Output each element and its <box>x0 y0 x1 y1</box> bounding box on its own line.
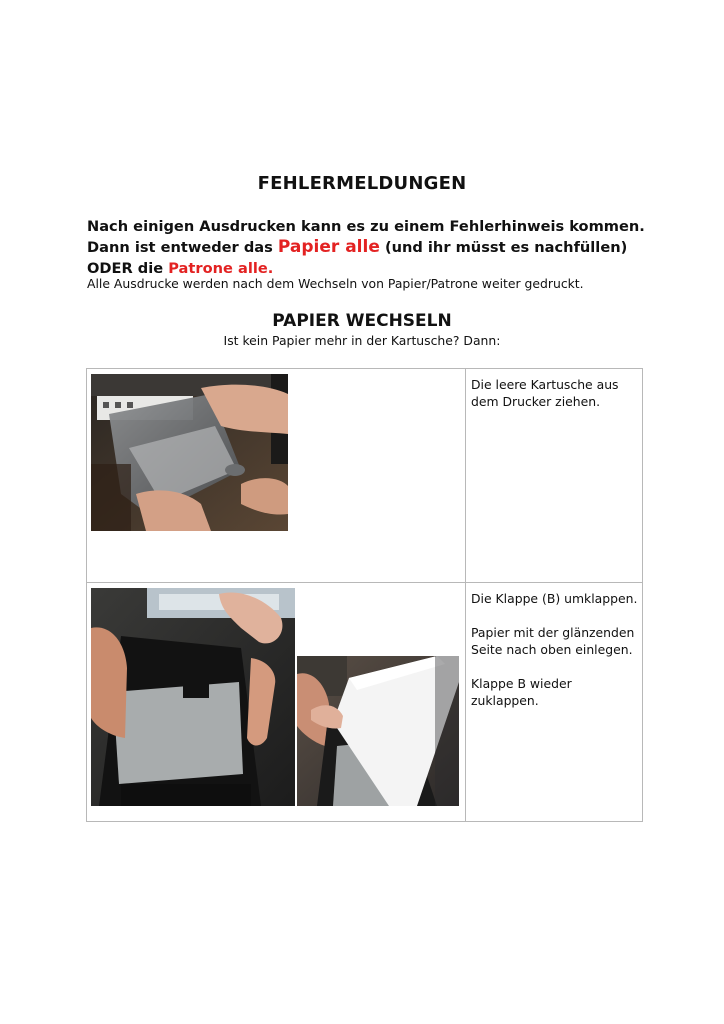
section-subheading: Ist kein Papier mehr in der Kartusche? Dann: <box>223 333 501 348</box>
photo-pull-cartridge <box>91 374 288 531</box>
steps-table <box>86 368 643 822</box>
step-1-text-1: Die leere Kartusche aus dem Drucker ziehen. <box>471 377 619 409</box>
paper-empty-highlight: Papier alle <box>277 237 380 257</box>
intro-line-2 <box>87 237 687 258</box>
step-row-1 <box>87 369 643 583</box>
photo-flip-cover <box>91 588 295 806</box>
step-2-text-2: Papier mit der glänzenden Seite nach oben einlegen. <box>471 625 635 657</box>
intro-line-2-pre: Dann ist entweder das <box>87 239 278 256</box>
intro-line-2-post: (und ihr müsst es nachfüllen) <box>379 239 628 256</box>
cartridge-empty-highlight: Patrone alle <box>168 260 268 277</box>
step-row-2 <box>87 583 643 822</box>
step-1-text-cell <box>466 369 643 583</box>
intro-text <box>87 216 687 279</box>
page-title: FEHLERMELDUNGEN <box>257 173 467 194</box>
step-2-image-cell <box>87 583 466 822</box>
photo-insert-paper <box>297 656 459 806</box>
intro-line-1: Nach einigen Ausdrucken kann es zu einem Fehlerhinweis kommen. <box>87 218 645 235</box>
step-2-text-3: Klappe B wieder zuklappen. <box>471 676 572 708</box>
intro-line-3-pre: ODER die <box>87 260 169 277</box>
intro-note: Alle Ausdrucke werden nach dem Wechseln von Papier/Patrone weiter gedruckt. <box>87 276 584 291</box>
step-1-image-cell <box>87 369 466 583</box>
intro-line-3-post: . <box>267 260 274 277</box>
step-2-text-1: Die Klappe (B) umklappen. <box>471 591 638 606</box>
section-heading: PAPIER WECHSELN <box>272 311 452 331</box>
step-2-text-cell <box>466 583 643 822</box>
